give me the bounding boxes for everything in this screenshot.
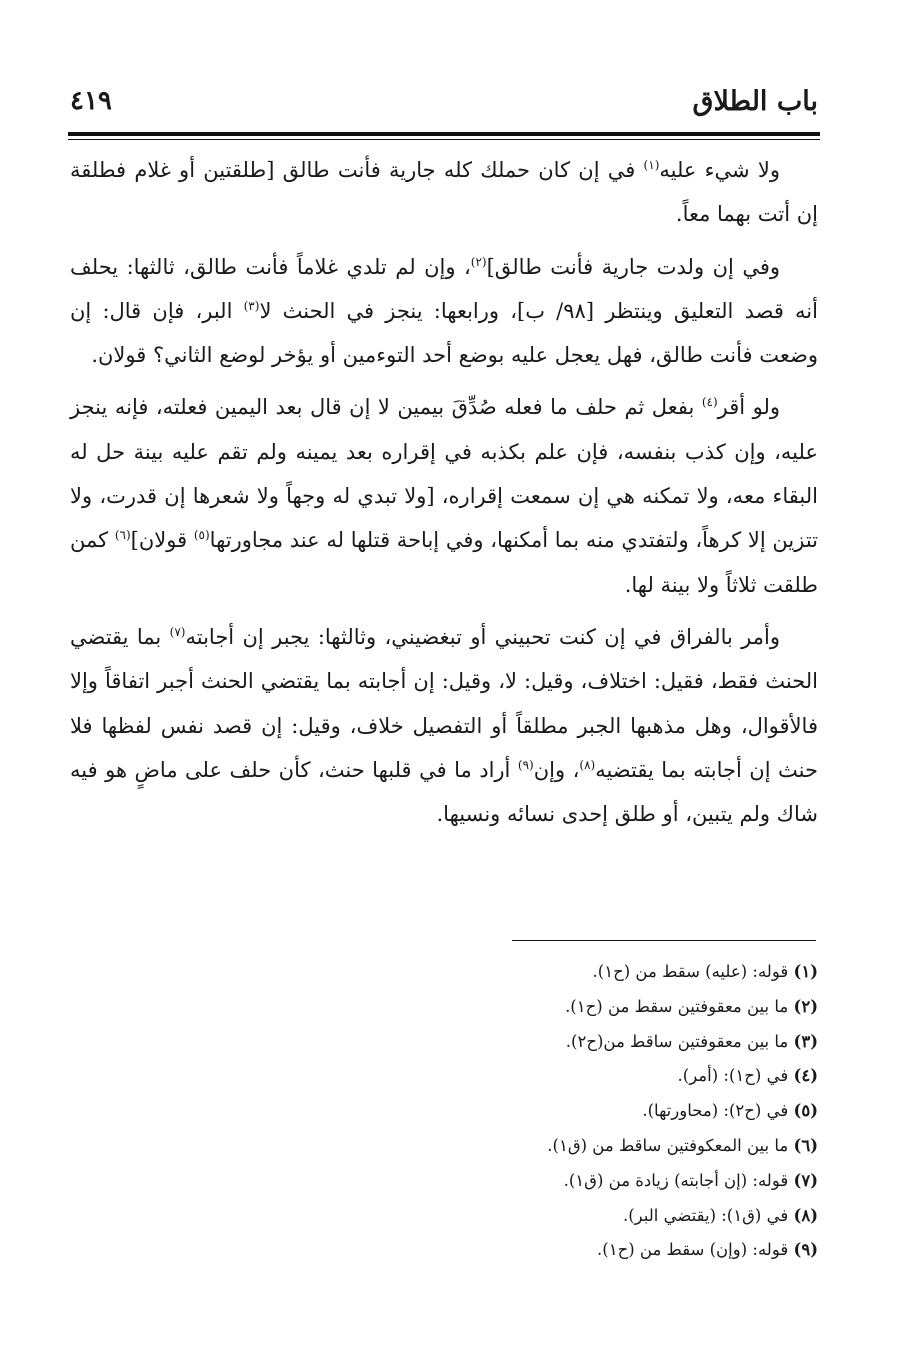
footnote-reference: (٩): [517, 757, 534, 772]
footnote-reference: (٦): [114, 528, 131, 543]
footnote-text: قوله: (إن أجابته) زيادة من (ق١).: [563, 1170, 794, 1190]
footnote: [300, 1233, 818, 1268]
chapter-title: باب الطلاق: [692, 86, 818, 117]
paragraph-text: بفعل ثم حلف ما فعله صُدِّقَ بيمين لا إن قال بعد اليمين فعلته، فإنه ينجز عليه، وإن كذب بنفسه، فإن علم بكذبه في إقراره بعد يمينه ولم تقم عليه بينة حل له البقاء معه، ولا تمكنه هي إن سمعت إقراره، [ولا تبدي له وجهاً ولا شعرها إن قدرت، ولا تتزين إلا كرهاً، ولتفتدي منه بما أمكنها، وفي إباحة قتلها له عند مجاورتها: [70, 395, 819, 553]
footnote-reference: (١): [643, 158, 660, 172]
footnote-text: قوله: (عليه) سقط من (ح١).: [592, 962, 794, 981]
footnote-reference: (٤): [701, 395, 718, 410]
paragraph-text: ولا شيء عليه: [659, 158, 780, 182]
footnote-text: ما بين معقوفتين سقط من (ح١).: [565, 996, 794, 1016]
paragraph-text: وفي إن ولدت جارية فأنت طالق]: [486, 254, 780, 279]
footnote: [300, 1129, 818, 1164]
footnote: [300, 1164, 818, 1199]
footnote-reference: (٣): [243, 298, 260, 313]
paragraph-text: أراد ما في قلبها حنث، كأن حلف على ماضٍ هو فيه شاك ولم يتبين، أو طلق إحدى نسائه ونسيها.: [70, 757, 818, 827]
footnote: [300, 990, 818, 1025]
paragraph-text: ، وإن: [533, 757, 580, 782]
paragraph-text: كمن طلقت ثلاثاً ولا بينة لها.: [70, 528, 818, 597]
footnote: [300, 1199, 818, 1234]
footnote: [300, 1059, 818, 1094]
main-text: [70, 148, 818, 844]
paragraph-text: ولو أقر: [717, 395, 780, 420]
footnote-number: (٧): [793, 1170, 818, 1190]
page-header: [70, 84, 818, 126]
footnote-reference: (٨): [579, 757, 596, 772]
paragraph-text: البر، فإن قال: إن وضعت فأنت طالق، فهل يعجل عليه بوضع أحد التوءمين أو يؤخر لوضع الثاني؟ قولان.: [70, 298, 818, 368]
footnote-text: ما بين معقوفتين ساقط من(ح٢).: [565, 1031, 794, 1051]
footnote-number: (٦): [793, 1135, 818, 1155]
footnote-text: ما بين المعكوفتين ساقط من (ق١).: [547, 1135, 794, 1155]
footnote-number: (٣): [793, 1031, 818, 1051]
footnote-text: في (ح١): (أمر).: [677, 1066, 794, 1086]
footnotes: [300, 955, 818, 1268]
footnote-number: (٩): [793, 1240, 818, 1260]
footnote: [300, 1025, 818, 1060]
footnote-number: (٥): [793, 1101, 818, 1121]
footnote-reference: (٧): [169, 624, 186, 639]
footnote-text: في (ح٢): (محاورتها).: [642, 1101, 794, 1121]
footnote-reference: (٢): [470, 254, 487, 269]
footnote-text: قوله: (وإن) سقط من (ح١).: [597, 1240, 794, 1260]
footnote-number: (٤): [793, 1066, 818, 1086]
footnote-reference: (٥): [193, 528, 210, 543]
paragraph: [70, 615, 818, 836]
footnote-text: في (ق١): (يقتضي البر).: [622, 1205, 794, 1225]
footnote-number: (١): [793, 962, 818, 981]
page-number: ٤١٩: [70, 86, 112, 116]
header-rule-thick: [68, 132, 820, 136]
paragraph-text: ، وإن لم تلدي غلاماً فأنت طالق، ثالثها: يحلف أنه قصد التعليق وينتظر [٩٨/ ب]، ورابعها: ينجز في الحنث لا: [70, 254, 818, 323]
header-rule-thin: [68, 139, 820, 140]
paragraph-text: بما يقتضي الحنث فقط، فقيل: اختلاف، وقيل: لا، وقيل: إن أجابته بما يقتضي الحنث أجبر اتفاقاً وإلا فالأقوال، وهل مذهبها الجبر مطلقاً أو التفصيل خلاف، وقيل: إن قصد نفس لفظها فلا حنث إن أجابته بما يقتضيه: [70, 624, 818, 782]
paragraph-text: في إن كان حملك كله جارية فأنت طالق [طلقتين أو غلام فطلقة إن أتت بهما معاً.: [70, 158, 818, 227]
footnote: [300, 1094, 818, 1129]
footnote-number: (٢): [793, 996, 818, 1016]
paragraph-text: وأمر بالفراق في إن كنت تحبيني أو تبغضيني، وثالثها: يجبر إن أجابته: [185, 624, 780, 649]
footnote-separator: [512, 940, 816, 941]
paragraph: [70, 385, 818, 606]
footnote-number: (٨): [793, 1205, 818, 1225]
paragraph: [70, 148, 818, 237]
paragraph: [70, 245, 818, 378]
paragraph-text: قولان]: [130, 528, 194, 553]
footnote: [300, 955, 818, 990]
